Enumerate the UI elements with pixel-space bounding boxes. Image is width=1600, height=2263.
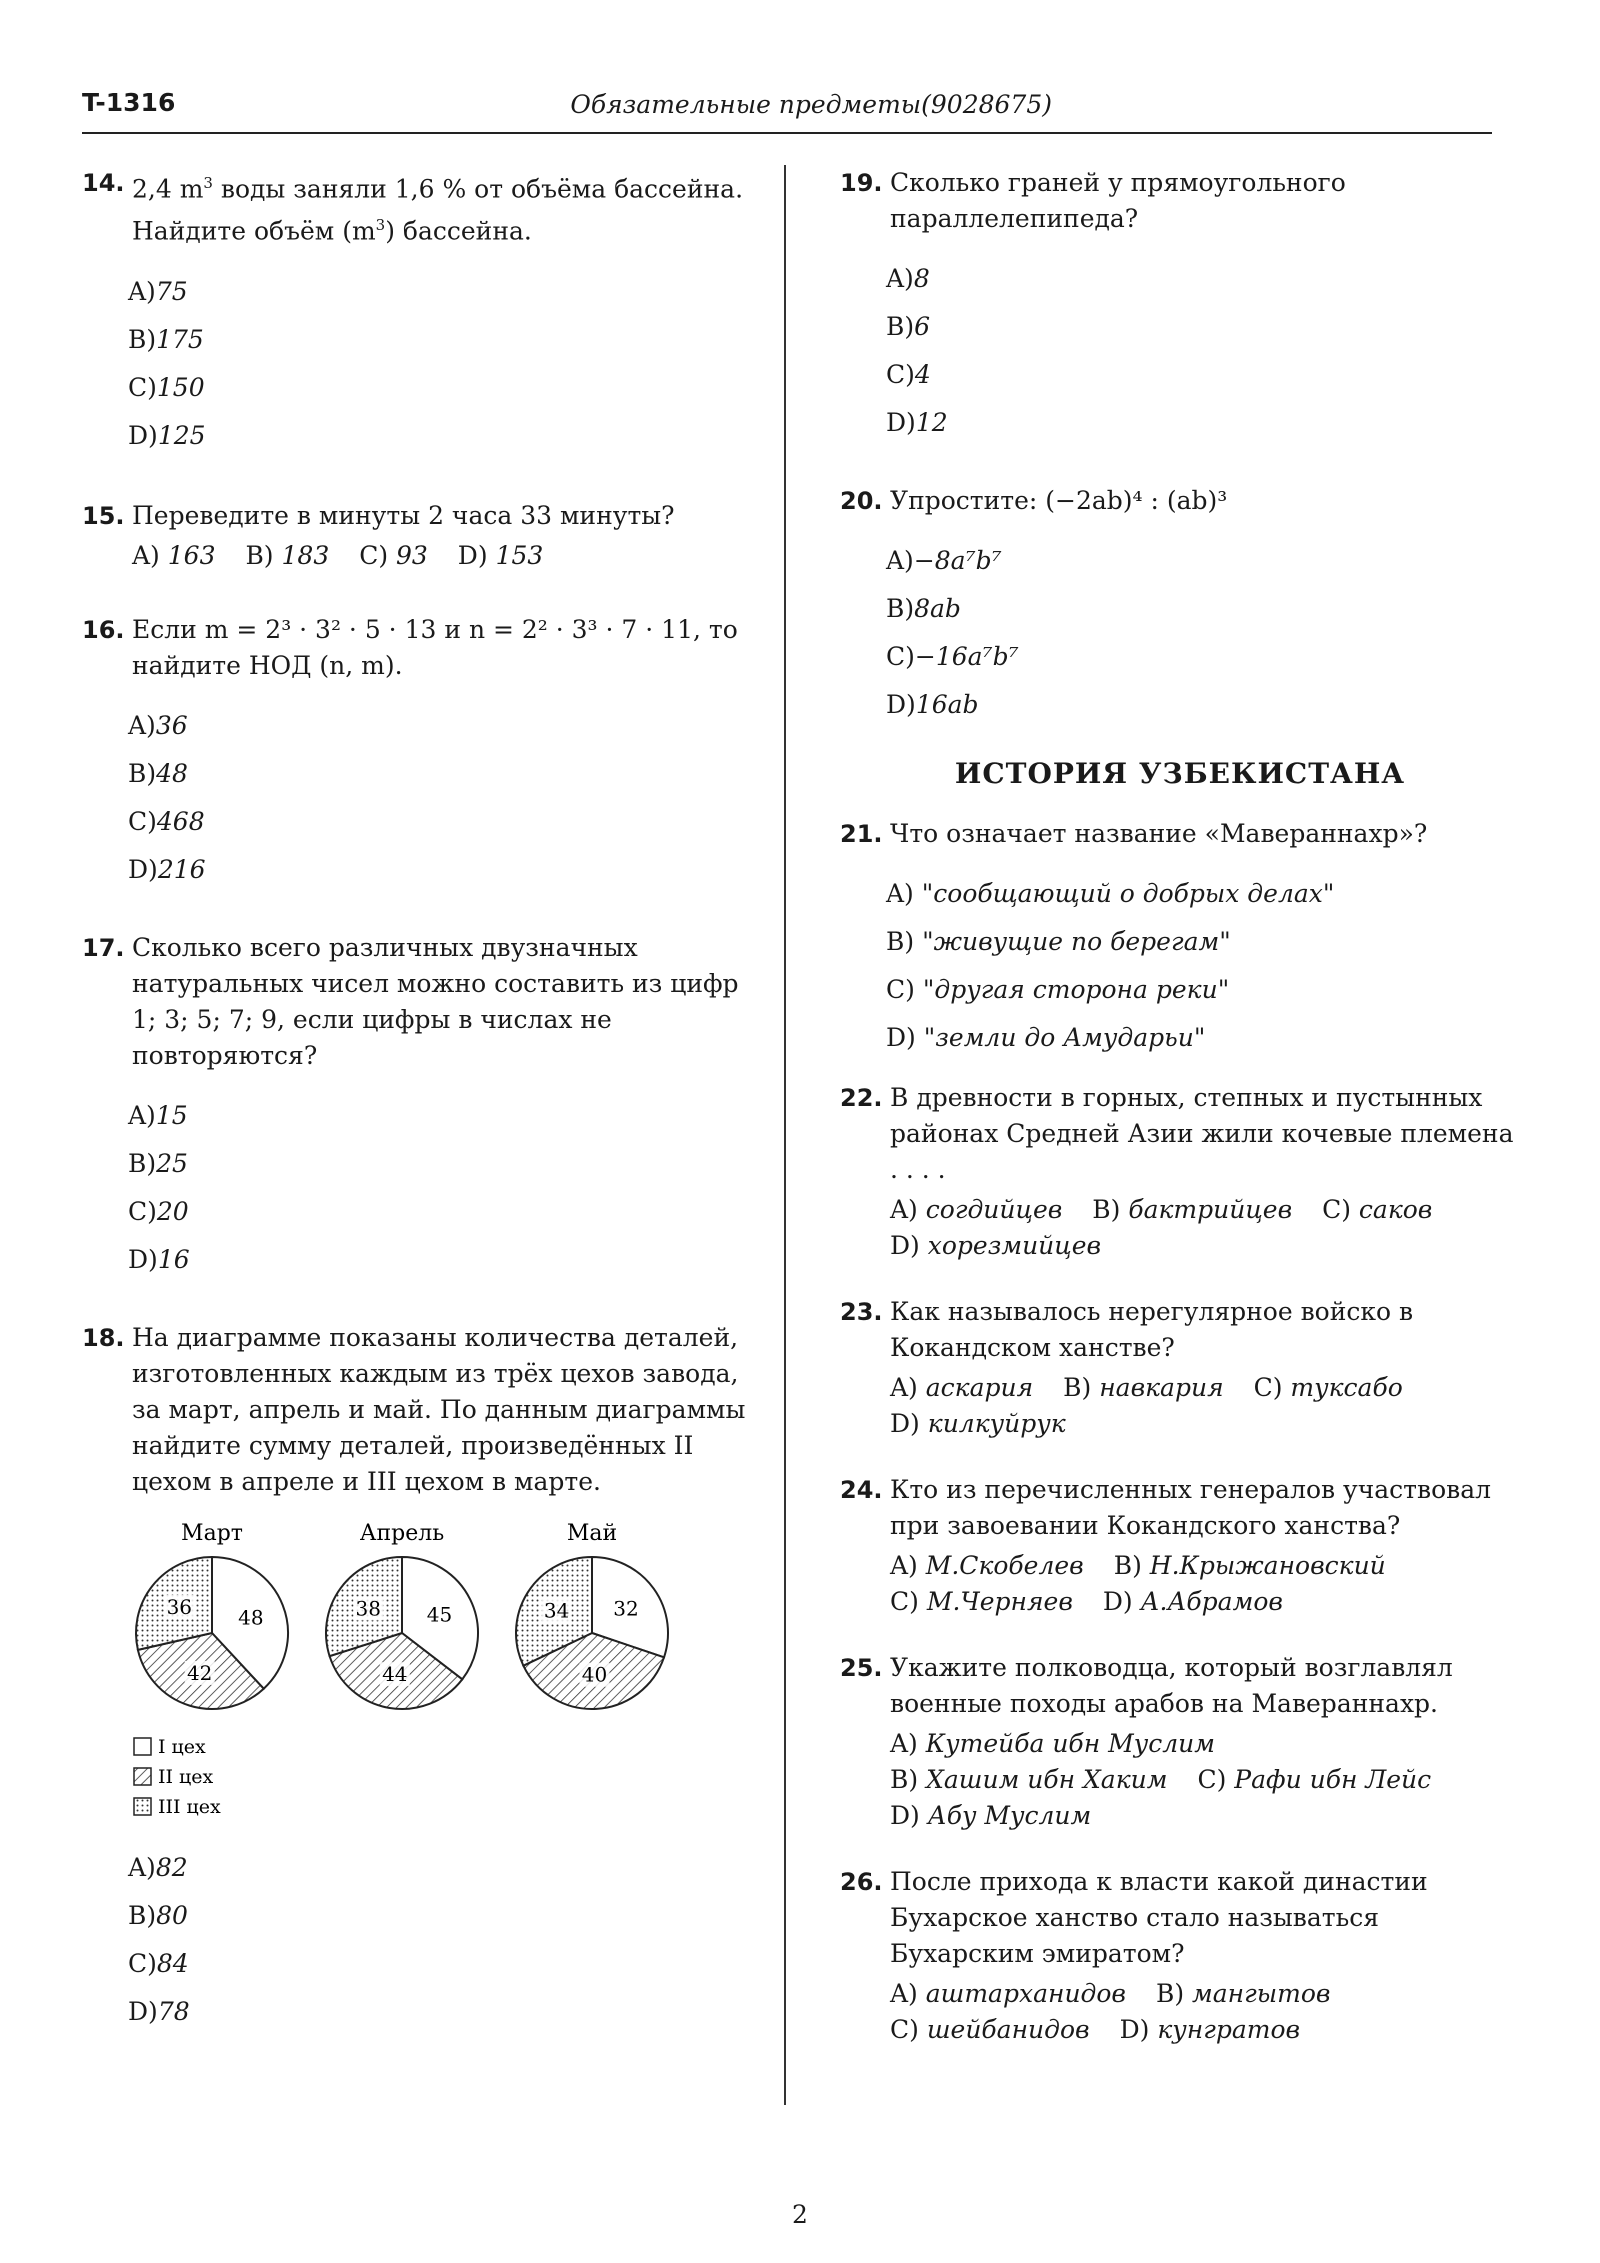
option-value: бактрийцев [1128, 1195, 1293, 1224]
option-letter: C) [359, 540, 389, 570]
slice-label: 44 [382, 1661, 408, 1686]
answer-option[interactable] [359, 538, 428, 574]
answer-option[interactable] [1114, 1548, 1386, 1584]
answer-option[interactable] [886, 351, 1520, 399]
column-divider [784, 165, 786, 2105]
option-letter: A) [890, 1195, 918, 1224]
question-text: Как называлось нерегулярное войско в Кокандском ханстве? [890, 1297, 1414, 1362]
option-letter: C) [128, 806, 157, 836]
answer-option[interactable] [128, 1140, 762, 1188]
pie-title: Март [181, 1520, 243, 1546]
answer-option[interactable] [886, 918, 1520, 966]
slice-label: 45 [426, 1602, 453, 1627]
question-number: 23. [840, 1298, 883, 1326]
question-text: Сколько граней у прямоугольного параллелепипеда? [890, 168, 1346, 233]
answer-option[interactable] [128, 798, 762, 846]
option-value: "земли до Амударьи" [923, 1023, 1206, 1052]
option-value: 150 [156, 372, 205, 402]
option-letter: B) [128, 1148, 157, 1178]
option-value: килкуйрук [927, 1409, 1066, 1438]
question-17 [82, 930, 762, 1284]
option-value: 125 [157, 420, 206, 450]
question-14 [82, 165, 762, 460]
option-letter: B) [890, 1765, 919, 1794]
answer-options [840, 1548, 1520, 1620]
legend-swatch [134, 1798, 151, 1815]
answer-option[interactable] [128, 750, 762, 798]
option-value: саков [1358, 1195, 1433, 1224]
option-value: 36 [155, 710, 188, 740]
option-value: 78 [157, 1996, 190, 2026]
answer-options [82, 1092, 762, 1284]
option-value: М.Скобелев [925, 1551, 1084, 1580]
answer-options [82, 1844, 762, 2036]
option-value: "живущие по берегам" [922, 927, 1231, 956]
option-value: 6 [914, 312, 931, 341]
option-value: 84 [156, 1948, 189, 1978]
legend-label: I цех [158, 1735, 206, 1758]
option-value: 153 [495, 540, 544, 570]
answer-option[interactable] [245, 538, 329, 574]
option-letter: C) [1197, 1765, 1227, 1794]
option-value: 8ab [914, 594, 961, 623]
option-letter: B) [1113, 1551, 1142, 1580]
answer-option[interactable] [890, 2012, 1090, 2048]
answer-option[interactable] [1063, 1370, 1224, 1406]
answer-option[interactable] [890, 1548, 1084, 1584]
answer-option[interactable] [890, 1584, 1073, 1620]
left-column [82, 165, 762, 2036]
answer-options [840, 870, 1520, 1062]
option-letter: D) [890, 1231, 920, 1260]
option-value: 175 [156, 324, 204, 354]
legend-label: III цех [158, 1795, 221, 1818]
option-letter: A) [128, 1852, 156, 1882]
answer-option[interactable] [886, 585, 1520, 633]
slice-label: 36 [166, 1594, 193, 1619]
option-letter: D) [890, 1409, 920, 1438]
answer-options [82, 538, 762, 574]
option-value: "другая сторона реки" [922, 975, 1230, 1004]
option-value: −8a⁷b⁷ [913, 546, 1002, 575]
option-value: Н.Крыжановский [1149, 1551, 1386, 1580]
option-value: 80 [156, 1900, 188, 1930]
answer-options [840, 537, 1520, 729]
option-letter: C) [1253, 1373, 1283, 1402]
answer-option[interactable] [890, 1228, 1101, 1264]
slice-label: 42 [186, 1660, 213, 1685]
option-letter: D) [128, 1996, 158, 2026]
answer-options [82, 702, 762, 894]
option-value: 15 [155, 1100, 188, 1130]
option-letter: A) [890, 1373, 918, 1402]
question-number: 19. [840, 169, 883, 197]
answer-option[interactable] [1197, 1762, 1431, 1798]
option-value: мангытов [1192, 1979, 1331, 2008]
question-24 [840, 1472, 1520, 1620]
question-text: Сколько всего различных двузначных натуральных чисел можно составить из цифр 1; 3; 5; 7; 9, если цифры в числах не повторяются? [132, 932, 739, 1070]
option-value: А.Абрамов [1140, 1587, 1283, 1616]
answer-option[interactable] [890, 1370, 1033, 1406]
option-value: 183 [281, 540, 330, 570]
section-title: ИСТОРИЯ УЗБЕКИСТАНА [954, 757, 1406, 790]
option-letter: A) [128, 1100, 156, 1130]
option-letter: D) [890, 1801, 920, 1830]
answer-option[interactable] [128, 1988, 762, 2036]
question-26 [840, 1864, 1520, 2048]
option-value: согдийцев [925, 1195, 1063, 1224]
answer-option[interactable] [886, 255, 1520, 303]
right-column [840, 165, 1520, 2048]
answer-option[interactable] [128, 1236, 762, 1284]
answer-option[interactable] [890, 1976, 1126, 2012]
option-letter: A) [886, 546, 914, 575]
option-value: 25 [156, 1148, 188, 1178]
question-18 [82, 1320, 762, 2036]
question-number: 16. [82, 615, 125, 644]
question-number: 25. [840, 1654, 883, 1682]
option-letter: B) [245, 540, 274, 570]
option-value: шейбанидов [926, 2015, 1090, 2044]
option-letter: B) [128, 758, 157, 788]
question-text-part: ) бассейна. [385, 216, 532, 246]
answer-option[interactable] [1103, 1584, 1283, 1620]
option-letter: A) [132, 540, 160, 570]
slice-label: 32 [613, 1596, 639, 1621]
option-value: 163 [167, 540, 216, 570]
slice-label: 34 [543, 1598, 570, 1623]
answer-option[interactable] [128, 1844, 762, 1892]
answer-options [82, 268, 762, 460]
answer-option[interactable] [890, 1762, 1167, 1798]
question-number: 22. [840, 1084, 883, 1112]
question-text: Упростите: (−2ab)⁴ : (ab)³ [890, 486, 1228, 515]
answer-option[interactable] [1092, 1192, 1292, 1228]
pie-title: Май [566, 1520, 618, 1546]
answer-options [840, 1976, 1520, 2048]
option-letter: B) [1063, 1373, 1092, 1402]
option-letter: D) [128, 1244, 158, 1274]
option-letter: C) [890, 1587, 919, 1616]
superscript: 3 [203, 174, 213, 192]
question-text-part: воды заняли 1,6 % от объёма бассейна. Найдите объём (m [132, 174, 744, 246]
answer-option[interactable] [886, 633, 1520, 681]
option-value: навкария [1099, 1373, 1224, 1402]
option-letter: C) [1322, 1195, 1351, 1224]
option-value: Хашим ибн Хаким [926, 1765, 1168, 1794]
answer-option[interactable] [128, 316, 762, 364]
question-text: Кто из перечисленных генералов участвовал при завоевании Кокандского ханства? [890, 1475, 1491, 1540]
answer-option[interactable] [128, 364, 762, 412]
question-text: В древности в горных, степных и пустынных районах Средней Азии жили кочевые племена . . . . [890, 1083, 1514, 1184]
answer-option[interactable] [128, 1940, 762, 1988]
answer-option[interactable] [1156, 1976, 1330, 2012]
option-value: 75 [155, 276, 188, 306]
option-letter: C) [128, 372, 157, 402]
answer-option[interactable] [886, 681, 1520, 729]
option-value: 16 [157, 1244, 190, 1274]
question-25 [840, 1650, 1520, 1834]
answer-options [840, 255, 1520, 447]
option-value: "сообщающий о добрых делах" [921, 879, 1335, 908]
option-letter: A) [890, 1979, 918, 2008]
option-value: Кутейба ибн Муслим [925, 1729, 1215, 1758]
answer-option[interactable] [886, 537, 1520, 585]
option-letter: C) [890, 2015, 919, 2044]
test-code: T-1316 [82, 88, 176, 117]
question-number: 15. [82, 501, 125, 530]
option-letter: C) [886, 642, 915, 671]
option-letter: B) [886, 594, 915, 623]
answer-option[interactable] [128, 412, 762, 460]
option-letter: B) [886, 312, 915, 341]
option-value: Абу Муслим [927, 1801, 1092, 1830]
option-letter: D) [128, 420, 158, 450]
question-text: Переведите в минуты 2 часа 33 минуты? [132, 500, 675, 530]
option-value: аштарханидов [925, 1979, 1126, 2008]
option-value: 4 [914, 360, 931, 389]
superscript: 3 [375, 216, 386, 235]
option-letter: B) [1155, 1979, 1185, 2008]
option-value: 12 [915, 408, 948, 437]
option-letter: C) [128, 1948, 157, 1978]
option-value: кунгратов [1157, 2015, 1301, 2044]
slice-label: 38 [355, 1596, 381, 1621]
question-text: После прихода к власти какой династии Бухарское ханство стало называться Бухарским эмиратом? [890, 1867, 1428, 1968]
answer-option[interactable] [886, 303, 1520, 351]
answer-option[interactable] [128, 702, 762, 750]
option-value: 93 [396, 540, 428, 570]
option-value: 468 [156, 806, 205, 836]
option-value: туксабо [1290, 1373, 1403, 1402]
subject-title: Обязательные предметы(9028675) [570, 90, 1052, 119]
pie-title: Апрель [359, 1520, 445, 1546]
answer-options [840, 1370, 1520, 1442]
answer-option[interactable] [132, 538, 215, 574]
option-value: Рафи ибн Лейс [1234, 1765, 1432, 1794]
answer-option[interactable] [1322, 1192, 1432, 1228]
option-letter: A) [128, 276, 156, 306]
option-letter: D) [457, 540, 488, 570]
answer-option[interactable] [890, 1406, 1066, 1442]
answer-option[interactable] [128, 846, 762, 894]
answer-option[interactable] [886, 1014, 1520, 1062]
question-text: Укажите полководца, который возглавлял военные походы арабов на Мавераннахр. [890, 1653, 1453, 1718]
option-letter: A) [890, 1729, 918, 1758]
legend-swatch [134, 1738, 151, 1755]
pie-charts-svg [130, 1518, 730, 1838]
answer-option[interactable] [890, 1798, 1091, 1834]
question-number: 18. [82, 1323, 125, 1352]
option-letter: A) [890, 1551, 918, 1580]
pie-charts [130, 1518, 762, 1838]
option-value: 82 [155, 1852, 188, 1882]
answer-option[interactable] [128, 1188, 762, 1236]
question-15 [82, 498, 762, 574]
answer-option[interactable] [890, 1726, 1215, 1762]
answer-option[interactable] [458, 538, 543, 574]
question-23 [840, 1294, 1520, 1442]
question-number: 17. [82, 933, 125, 962]
option-value: М.Черняев [926, 1587, 1073, 1616]
legend-label: II цех [158, 1765, 214, 1788]
question-20 [840, 483, 1520, 729]
question-16 [82, 612, 762, 894]
option-letter: A) [128, 710, 156, 740]
answer-option[interactable] [128, 1892, 762, 1940]
slice-label: 40 [581, 1662, 608, 1687]
answer-option[interactable] [890, 1192, 1062, 1228]
option-letter: D) [886, 690, 916, 719]
option-value: 20 [156, 1196, 189, 1226]
option-letter: A) [886, 264, 914, 293]
page-header [82, 88, 1492, 134]
question-19 [840, 165, 1520, 447]
question-number: 14. [82, 169, 125, 197]
answer-option[interactable] [886, 399, 1520, 447]
option-letter: D) [886, 408, 916, 437]
option-letter: C) [886, 975, 915, 1004]
page-number: 2 [792, 2200, 808, 2229]
option-letter: C) [886, 360, 915, 389]
option-value: 8 [913, 264, 930, 293]
option-value: −16a⁷b⁷ [914, 642, 1019, 671]
answer-options [840, 1726, 1520, 1834]
question-number: 26. [840, 1868, 883, 1896]
question-text-part: 2,4 m [132, 174, 204, 204]
question-number: 21. [840, 820, 883, 848]
question-22 [840, 1080, 1520, 1264]
option-letter: B) [128, 324, 157, 354]
answer-option[interactable] [128, 268, 762, 316]
legend-swatch [134, 1768, 151, 1785]
option-value: аскария [925, 1373, 1034, 1402]
question-21 [840, 816, 1520, 1062]
option-value: 216 [157, 854, 206, 884]
option-letter: B) [128, 1900, 157, 1930]
answer-option[interactable] [886, 966, 1520, 1014]
option-value: 16ab [915, 690, 979, 719]
option-letter: D) [128, 854, 158, 884]
question-text: Если m = 2³ · 3² · 5 · 13 и n = 2² · 3³ · 7 · 11, то найдите НОД (n, m). [132, 614, 738, 680]
option-letter: D) [1119, 2015, 1150, 2044]
option-letter: D) [1102, 1587, 1133, 1616]
option-letter: B) [1092, 1195, 1121, 1224]
question-number: 24. [840, 1476, 883, 1504]
answer-option[interactable] [1120, 2012, 1301, 2048]
option-value: 48 [156, 758, 188, 788]
option-letter: D) [886, 1023, 916, 1052]
option-letter: B) [886, 927, 915, 956]
option-letter: C) [128, 1196, 157, 1226]
answer-option[interactable] [886, 870, 1520, 918]
slice-label: 48 [238, 1605, 264, 1630]
question-text: На диаграмме показаны количества деталей, изготовленных каждым из трёх цехов завода, за март, апрель и май. По данным диаграммы найдите сумму деталей, произведённых II цехом в апреле и III цехом в марте. [132, 1322, 746, 1496]
answer-option[interactable] [1254, 1370, 1403, 1406]
answer-options [840, 1192, 1520, 1264]
option-value: хорезмийцев [927, 1231, 1102, 1260]
question-text: Что означает название «Мавераннахр»? [890, 819, 1428, 848]
question-number: 20. [840, 487, 883, 515]
answer-option[interactable] [128, 1092, 762, 1140]
option-letter: A) [886, 879, 914, 908]
